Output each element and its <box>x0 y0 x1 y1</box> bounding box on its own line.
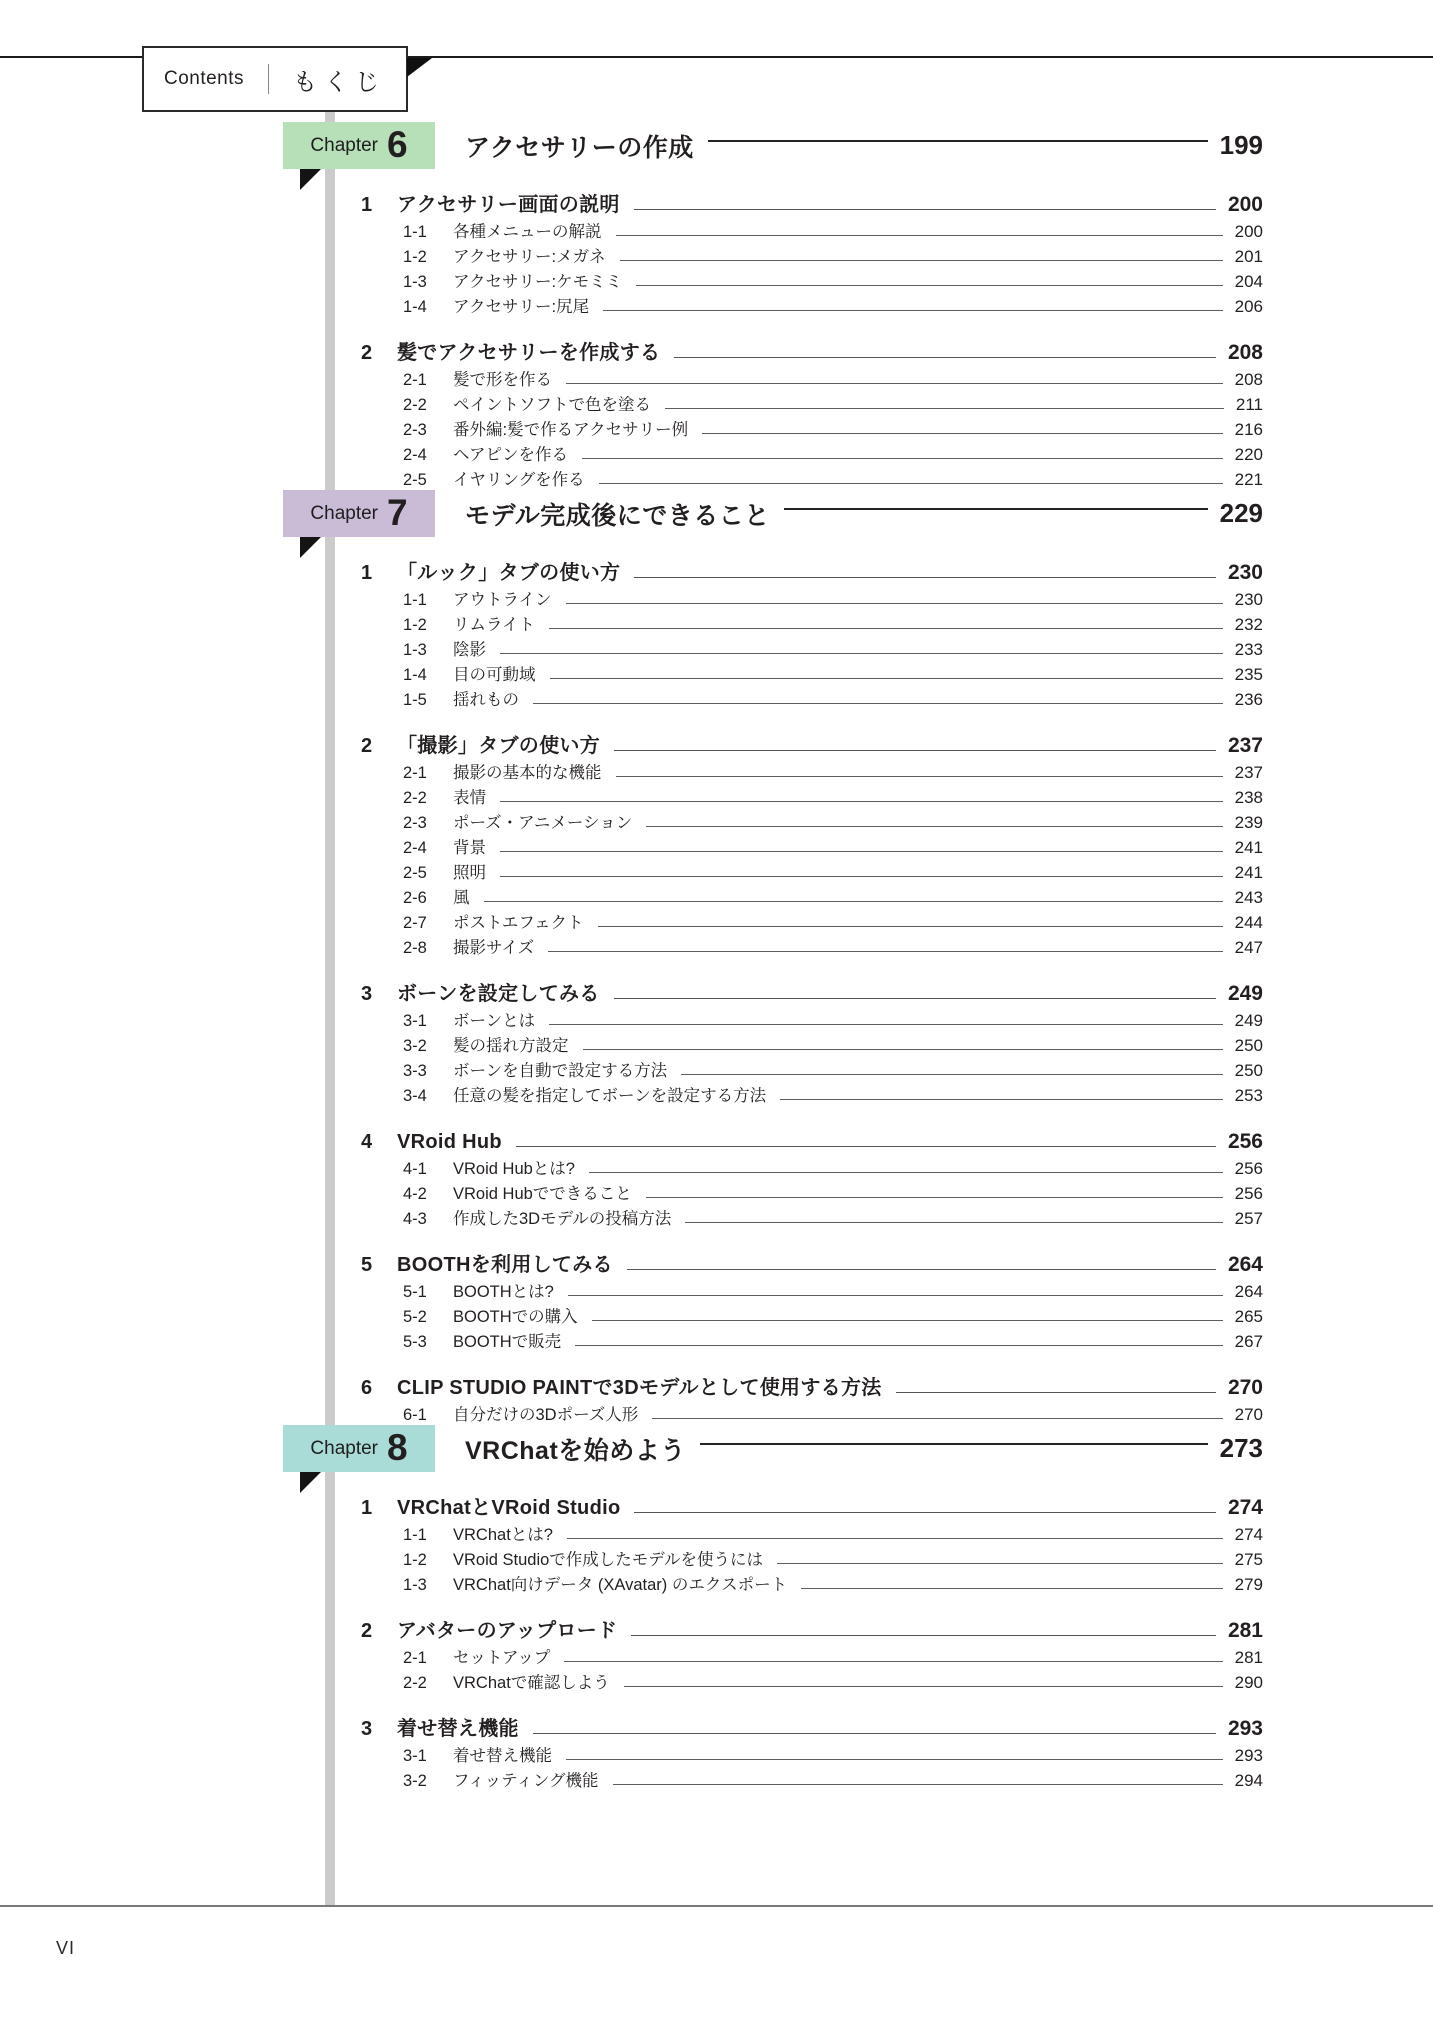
chapter-leader-line <box>784 508 1208 510</box>
chapter-title: VRChatを始めよう <box>465 1436 686 1465</box>
subsection-page-number: 239 <box>1234 813 1263 832</box>
chapter-title: アクセサリーの作成 <box>465 133 694 162</box>
subsection-leader-line <box>616 776 1223 777</box>
section-number: 1 <box>361 1497 373 1519</box>
subsection-page-number: 211 <box>1235 395 1263 414</box>
section-page-number: 249 <box>1227 982 1263 1005</box>
subsection-title: 任意の髪を指定してボーンを設定する方法 <box>453 1087 767 1105</box>
section-title: VRoid Hub <box>397 1131 502 1153</box>
subsection-leader-line <box>550 678 1223 679</box>
subsection-page-number: 265 <box>1234 1307 1263 1326</box>
subsection-number: 5-3 <box>403 1333 427 1351</box>
subsection-row <box>283 1006 1263 1031</box>
section-page-number: 270 <box>1227 1376 1263 1399</box>
subsection-leader-line <box>598 926 1223 927</box>
subsection-number: 2-5 <box>403 471 427 489</box>
section-row <box>283 726 1263 758</box>
chapter-heading-row <box>283 1425 1263 1472</box>
subsection-number: 1-3 <box>403 273 427 291</box>
subsection-number: 2-3 <box>403 421 427 439</box>
subsection-number: 1-2 <box>403 1551 427 1569</box>
subsection-page-number: 247 <box>1234 938 1263 957</box>
subsection-title: 髪の揺れ方設定 <box>453 1037 569 1055</box>
chapter-word: Chapter <box>310 1437 379 1459</box>
chapter-number: 6 <box>387 124 408 165</box>
subsection-row <box>283 1570 1263 1595</box>
subsection-title: 目の可動域 <box>453 666 536 684</box>
subsection-page-number: 256 <box>1234 1184 1263 1203</box>
subsection-title: ボーンとは <box>453 1012 536 1030</box>
subsection-row <box>283 390 1263 415</box>
subsection-row <box>283 908 1263 933</box>
subsection-leader-line <box>613 1784 1223 1785</box>
subsection-number: 1-2 <box>403 616 427 634</box>
subsection-row <box>283 808 1263 833</box>
subsection-number: 2-5 <box>403 864 427 882</box>
subsection-row <box>283 440 1263 465</box>
subsection-title: 自分だけの3Dポーズ人形 <box>453 1406 639 1424</box>
section-title: アクセサリー画面の説明 <box>397 194 620 216</box>
subsection-number: 2-2 <box>403 789 427 807</box>
subsection-leader-line <box>564 1661 1222 1662</box>
section-leader-line <box>634 209 1216 210</box>
chapter-block <box>283 1425 1263 1472</box>
subsection-number: 2-8 <box>403 939 427 957</box>
subsection-number: 1-1 <box>403 591 427 609</box>
subsection-title: イヤリングを作る <box>453 471 585 489</box>
subsection-page-number: 241 <box>1234 838 1263 857</box>
subsection-leader-line <box>567 1538 1223 1539</box>
subsection-row <box>283 1056 1263 1081</box>
section-title: VRChatとVRoid Studio <box>397 1497 621 1519</box>
section-row <box>283 185 1263 217</box>
subsection-row <box>283 415 1263 440</box>
section-leader-line <box>896 1392 1216 1393</box>
subsection-row <box>283 1520 1263 1545</box>
subsection-row <box>283 660 1263 685</box>
subsection-title: セットアップ <box>453 1649 551 1667</box>
subsection-page-number: 275 <box>1234 1550 1263 1569</box>
subsection-row <box>283 758 1263 783</box>
subsection-page-number: 204 <box>1234 272 1263 291</box>
subsection-page-number: 201 <box>1234 247 1263 266</box>
subsection-number: 1-4 <box>403 298 427 316</box>
subsection-title: BOOTHでの購入 <box>453 1308 578 1326</box>
subsection-leader-line <box>582 458 1223 459</box>
subsection-page-number: 270 <box>1234 1405 1263 1424</box>
subsection-row <box>283 1081 1263 1106</box>
subsection-number: 2-2 <box>403 396 427 414</box>
chapter-number: 8 <box>387 1427 408 1468</box>
subsection-number: 2-2 <box>403 1674 427 1692</box>
section-leader-line <box>533 1733 1216 1734</box>
section-number: 2 <box>361 342 373 364</box>
section-number: 3 <box>361 983 373 1005</box>
subsection-row <box>283 242 1263 267</box>
subsection-leader-line <box>484 901 1223 902</box>
subsection-leader-line <box>500 876 1223 877</box>
section-row <box>283 1709 1263 1741</box>
subsection-leader-line <box>500 851 1223 852</box>
subsection-leader-line <box>533 703 1223 704</box>
subsection-leader-line <box>616 235 1223 236</box>
subsection-page-number: 256 <box>1234 1159 1263 1178</box>
section-page-number: 293 <box>1227 1717 1263 1740</box>
subsection-row <box>283 783 1263 808</box>
subsection-number: 3-2 <box>403 1037 427 1055</box>
contents-label-en: Contents <box>163 68 245 89</box>
subsection-leader-line <box>549 628 1223 629</box>
section-number: 1 <box>361 194 373 216</box>
subsection-row <box>283 883 1263 908</box>
section-row <box>283 974 1263 1006</box>
subsection-title: 表情 <box>453 789 486 807</box>
section-title: BOOTHを利用してみる <box>397 1254 613 1276</box>
section-leader-line <box>631 1635 1216 1636</box>
subsection-leader-line <box>589 1172 1223 1173</box>
chapter-number: 7 <box>387 492 408 533</box>
section-number: 4 <box>361 1131 373 1153</box>
section-page-number: 264 <box>1227 1253 1263 1276</box>
section-title: アバターのアップロード <box>397 1620 618 1642</box>
subsection-page-number: 250 <box>1234 1061 1263 1080</box>
subsection-title: 着せ替え機能 <box>453 1747 552 1765</box>
subsection-leader-line <box>568 1295 1223 1296</box>
subsection-title: VRoid Studioで作成したモデルを使うには <box>453 1551 763 1569</box>
subsection-title: 背景 <box>453 839 486 857</box>
subsection-number: 3-3 <box>403 1062 427 1080</box>
subsection-title: 番外編:髪で作るアクセサリー例 <box>453 421 689 439</box>
subsection-leader-line <box>548 951 1222 952</box>
subsection-row <box>283 585 1263 610</box>
subsection-row <box>283 610 1263 635</box>
subsection-leader-line <box>575 1345 1222 1346</box>
subsection-page-number: 232 <box>1234 615 1263 634</box>
contents-divider <box>268 64 269 94</box>
section-row <box>283 1368 1263 1400</box>
subsection-number: 2-1 <box>403 764 427 782</box>
subsection-title: ボーンを自動で設定する方法 <box>453 1062 668 1080</box>
subsection-leader-line <box>603 310 1223 311</box>
subsection-leader-line <box>646 1197 1223 1198</box>
subsection-page-number: 208 <box>1234 370 1263 389</box>
subsection-title: 撮影サイズ <box>453 939 535 957</box>
chapter-leader-line <box>700 1443 1208 1445</box>
subsection-page-number: 257 <box>1234 1209 1263 1228</box>
subsection-row <box>283 1668 1263 1693</box>
chapter-heading-row <box>283 122 1263 169</box>
subsection-number: 1-3 <box>403 1576 427 1594</box>
subsection-number: 1-1 <box>403 223 427 241</box>
subsection-leader-line <box>549 1024 1222 1025</box>
subsection-row <box>283 1031 1263 1056</box>
subsection-title: ペイントソフトで色を塗る <box>453 396 651 414</box>
subsection-row <box>283 1643 1263 1668</box>
subsection-row <box>283 465 1263 490</box>
section-title: 「ルック」タブの使い方 <box>397 562 621 584</box>
subsection-row <box>283 1204 1263 1229</box>
subsection-number: 2-3 <box>403 814 427 832</box>
chapter-heading-row <box>283 490 1263 537</box>
subsection-leader-line <box>685 1222 1222 1223</box>
section-row <box>283 1122 1263 1154</box>
subsection-number: 2-1 <box>403 371 427 389</box>
subsection-title: BOOTHとは? <box>453 1283 554 1301</box>
subsection-number: 3-2 <box>403 1772 427 1790</box>
chapter-leader-line <box>708 140 1208 142</box>
section-number: 2 <box>361 735 373 757</box>
section-page-number: 256 <box>1227 1130 1263 1153</box>
subsection-title: アウトライン <box>453 591 552 609</box>
subsection-number: 2-6 <box>403 889 427 907</box>
section-page-number: 281 <box>1227 1619 1263 1642</box>
subsection-row <box>283 933 1263 958</box>
section-title: CLIP STUDIO PAINTで3Dモデルとして使用する方法 <box>397 1377 882 1399</box>
subsection-page-number: 294 <box>1234 1771 1263 1790</box>
subsection-page-number: 235 <box>1234 665 1263 684</box>
subsection-page-number: 200 <box>1234 222 1263 241</box>
chapter-block <box>283 122 1263 169</box>
subsection-page-number: 290 <box>1234 1673 1263 1692</box>
chapter-badge <box>283 1425 435 1472</box>
subsection-page-number: 274 <box>1234 1525 1263 1544</box>
subsection-row <box>283 267 1263 292</box>
subsection-page-number: 238 <box>1234 788 1263 807</box>
subsection-title: VRoid Hubでできること <box>453 1185 632 1203</box>
section-page-number: 274 <box>1227 1496 1263 1519</box>
section-number: 2 <box>361 1620 373 1642</box>
subsection-number: 5-1 <box>403 1283 427 1301</box>
subsection-title: 撮影の基本的な機能 <box>453 764 602 782</box>
subsection-number: 2-1 <box>403 1649 427 1667</box>
subsection-page-number: 236 <box>1234 690 1263 709</box>
subsection-leader-line <box>566 603 1223 604</box>
subsection-page-number: 233 <box>1234 640 1263 659</box>
subsection-leader-line <box>777 1563 1223 1564</box>
section-leader-line <box>627 1269 1216 1270</box>
contents-corner-triangle-icon <box>407 58 432 77</box>
subsection-row <box>283 217 1263 242</box>
subsection-row <box>283 1400 1263 1425</box>
subsection-number: 2-7 <box>403 914 427 932</box>
subsection-row <box>283 858 1263 883</box>
subsection-leader-line <box>702 433 1223 434</box>
subsection-row <box>283 292 1263 317</box>
section-page-number: 200 <box>1227 193 1263 216</box>
subsection-page-number: 237 <box>1234 763 1263 782</box>
subsection-leader-line <box>780 1099 1222 1100</box>
chapter-word: Chapter <box>310 134 379 156</box>
subsection-number: 1-1 <box>403 1526 427 1544</box>
subsection-row <box>283 833 1263 858</box>
subsection-page-number: 241 <box>1234 863 1263 882</box>
section-title: 着せ替え機能 <box>397 1718 519 1740</box>
subsection-row <box>283 1741 1263 1766</box>
subsection-leader-line <box>681 1074 1222 1075</box>
subsection-row <box>283 1545 1263 1570</box>
chapter-word: Chapter <box>310 502 379 524</box>
chapter-page-number: 229 <box>1219 498 1263 528</box>
section-leader-line <box>614 998 1216 999</box>
subsection-row <box>283 1277 1263 1302</box>
section-row <box>283 1611 1263 1643</box>
chapter-page-number: 273 <box>1219 1433 1263 1463</box>
subsection-leader-line <box>636 285 1223 286</box>
subsection-number: 6-1 <box>403 1406 427 1424</box>
subsection-page-number: 243 <box>1234 888 1263 907</box>
subsection-title: BOOTHで販売 <box>453 1333 562 1351</box>
subsection-number: 5-2 <box>403 1308 427 1326</box>
subsection-number: 1-2 <box>403 248 427 266</box>
subsection-number: 4-1 <box>403 1160 427 1178</box>
subsection-page-number: 230 <box>1234 590 1263 609</box>
subsection-row <box>283 685 1263 710</box>
subsection-number: 2-4 <box>403 446 427 464</box>
subsection-number: 3-4 <box>403 1087 427 1105</box>
subsection-leader-line <box>624 1686 1223 1687</box>
subsection-page-number: 221 <box>1234 470 1263 489</box>
subsection-title: 各種メニューの解説 <box>453 223 602 241</box>
subsection-page-number: 216 <box>1234 420 1263 439</box>
subsection-row <box>283 1302 1263 1327</box>
section-row <box>283 333 1263 365</box>
subsection-row <box>283 1766 1263 1791</box>
subsection-title: ポストエフェクト <box>453 914 584 932</box>
subsection-page-number: 244 <box>1234 913 1263 932</box>
subsection-number: 4-3 <box>403 1210 427 1228</box>
subsection-number: 3-1 <box>403 1012 427 1030</box>
subsection-page-number: 267 <box>1234 1332 1263 1351</box>
subsection-leader-line <box>652 1418 1222 1419</box>
subsection-title: 作成した3Dモデルの投稿方法 <box>453 1210 672 1228</box>
section-leader-line <box>634 577 1216 578</box>
bottom-rule <box>0 1905 1433 1907</box>
section-leader-line <box>674 357 1216 358</box>
subsection-title: 照明 <box>453 864 486 882</box>
chapter-title: モデル完成後にできること <box>465 501 770 530</box>
subsection-page-number: 206 <box>1234 297 1263 316</box>
subsection-title: 風 <box>453 889 470 907</box>
subsection-leader-line <box>599 483 1223 484</box>
section-page-number: 208 <box>1227 341 1263 364</box>
subsection-title: VRoid Hubとは? <box>453 1160 575 1178</box>
section-title: ボーンを設定してみる <box>397 983 600 1005</box>
section-number: 6 <box>361 1377 373 1399</box>
section-row <box>283 1245 1263 1277</box>
contents-tab <box>142 46 408 112</box>
subsection-leader-line <box>592 1320 1223 1321</box>
subsection-leader-line <box>566 1759 1223 1760</box>
subsection-title: 髪で形を作る <box>453 371 552 389</box>
subsection-row <box>283 365 1263 390</box>
subsection-title: アクセサリー:メガネ <box>453 248 606 266</box>
subsection-row <box>283 1154 1263 1179</box>
subsection-leader-line <box>500 801 1223 802</box>
subsection-row <box>283 635 1263 660</box>
contents-label-ja: もくじ <box>293 68 387 96</box>
subsection-title: アクセサリー:尻尾 <box>453 298 590 316</box>
section-page-number: 237 <box>1227 734 1263 757</box>
section-row <box>283 1488 1263 1520</box>
section-title: 「撮影」タブの使い方 <box>397 735 600 757</box>
subsection-number: 1-4 <box>403 666 427 684</box>
section-title: 髪でアクセサリーを作成する <box>397 342 661 364</box>
section-leader-line <box>516 1146 1216 1147</box>
section-leader-line <box>614 750 1216 751</box>
chapter-badge <box>283 122 435 169</box>
section-number: 1 <box>361 562 373 584</box>
subsection-title: アクセサリー:ケモミミ <box>453 273 623 291</box>
subsection-title: リムライト <box>453 616 536 634</box>
subsection-number: 2-4 <box>403 839 427 857</box>
section-page-number: 230 <box>1227 561 1263 584</box>
chapter-badge <box>283 490 435 537</box>
subsection-title: VRChatとは? <box>453 1526 553 1544</box>
subsection-leader-line <box>620 260 1223 261</box>
chapter-block <box>283 490 1263 537</box>
section-row <box>283 553 1263 585</box>
subsection-leader-line <box>801 1588 1222 1589</box>
subsection-title: ポーズ・アニメーション <box>453 814 633 832</box>
table-of-contents <box>283 122 1263 1791</box>
subsection-number: 1-5 <box>403 691 427 709</box>
subsection-leader-line <box>583 1049 1223 1050</box>
subsection-page-number: 250 <box>1234 1036 1263 1055</box>
subsection-leader-line <box>646 826 1222 827</box>
subsection-title: ヘアピンを作る <box>453 446 569 464</box>
subsection-number: 3-1 <box>403 1747 427 1765</box>
subsection-page-number: 249 <box>1234 1011 1263 1030</box>
subsection-row <box>283 1179 1263 1204</box>
section-number: 3 <box>361 1718 373 1740</box>
subsection-leader-line <box>500 653 1223 654</box>
subsection-title: 揺れもの <box>453 691 519 709</box>
subsection-row <box>283 1327 1263 1352</box>
subsection-page-number: 293 <box>1234 1746 1263 1765</box>
subsection-page-number: 253 <box>1234 1086 1263 1105</box>
section-leader-line <box>634 1512 1215 1513</box>
subsection-title: VRChatで確認しよう <box>453 1674 610 1692</box>
subsection-title: フィッティング機能 <box>453 1772 599 1790</box>
subsection-page-number: 281 <box>1234 1648 1263 1667</box>
page-folio: VI <box>56 1938 76 1958</box>
subsection-leader-line <box>566 383 1223 384</box>
subsection-page-number: 220 <box>1234 445 1263 464</box>
subsection-number: 1-3 <box>403 641 427 659</box>
chapter-page-number: 199 <box>1219 130 1263 160</box>
subsection-number: 4-2 <box>403 1185 427 1203</box>
subsection-page-number: 279 <box>1234 1575 1263 1594</box>
subsection-leader-line <box>665 408 1224 409</box>
subsection-page-number: 264 <box>1234 1282 1263 1301</box>
section-number: 5 <box>361 1254 373 1276</box>
subsection-title: VRChat向けデータ (XAvatar) のエクスポート <box>453 1576 788 1594</box>
subsection-title: 陰影 <box>453 641 486 659</box>
